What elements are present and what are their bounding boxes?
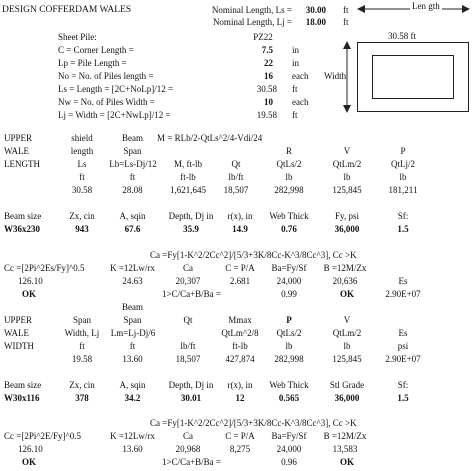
beam-header: Sf: [397, 211, 409, 221]
column-header: QtLj/2 [391, 159, 415, 169]
ca-formula: Ca =Fy[1-K^2/2Cc^2]/[5/3+3K/8Cc-K^3/8Cc^3], Cc >K [150, 250, 357, 260]
section-label: WALE [4, 328, 29, 338]
param-label: No = No. of Piles length = [58, 71, 154, 81]
beam-value: 12 [235, 393, 245, 403]
section-label: WALE [4, 146, 29, 156]
nominal-length-unit: ft [343, 5, 349, 15]
beam-size-value: W36x230 [4, 224, 40, 234]
cofferdam-inner-wale [372, 55, 454, 99]
beam-header: Sf: [397, 380, 409, 390]
beam-value: 378 [75, 393, 89, 403]
column-value: 28.08 [122, 185, 143, 195]
column-value: 30.58 [71, 185, 93, 195]
section-label: LENGTH [4, 159, 40, 169]
status-ok: OK [22, 457, 37, 467]
param-unit: each [292, 71, 309, 81]
check-header: Ca [183, 431, 193, 441]
param-value: 30.58 [256, 84, 277, 94]
param-label: Lj = Width = [2C+NwLp]/12 = [58, 110, 171, 120]
param-value: 7.5 [261, 45, 273, 55]
beam-value: 1.5 [397, 393, 409, 403]
param-unit: in [292, 58, 300, 68]
column-header: Width, Lj [64, 328, 100, 338]
check-value: 20,968 [175, 444, 201, 454]
check-header: B =12M/Zx [323, 263, 367, 273]
beam-value: 1.5 [397, 224, 409, 234]
beam-header: Stl Grade [329, 380, 365, 390]
column-value: 181,211 [388, 185, 418, 195]
column-unit: lb/ft [228, 172, 244, 182]
check-header: B =12M/Zx [323, 431, 367, 441]
param-value: 10 [264, 97, 273, 107]
section-label: UPPER [4, 133, 33, 143]
interaction-value: 0.96 [281, 457, 297, 467]
beam-value: 0.76 [281, 224, 297, 234]
column-unit: lb/ft [180, 341, 196, 351]
status-ok: OK [22, 289, 37, 299]
check-value: 24,000 [276, 444, 302, 454]
beam-size-value: W30x116 [4, 393, 40, 403]
column-header: Es [398, 328, 408, 338]
param-unit: ft [292, 84, 298, 94]
check-value: 24,000 [276, 276, 302, 286]
diagram-dimension-label: 30.58 ft [388, 31, 416, 41]
check-header: C = P/A [225, 263, 255, 273]
column-unit: psi [397, 341, 409, 351]
column-unit: lb [399, 172, 407, 182]
column-value: 282,998 [274, 354, 304, 364]
beam-value: 35.9 [183, 224, 199, 234]
check-value: 2.681 [229, 276, 251, 286]
param-label: Sheet Pile: [58, 32, 97, 42]
check-value: 20,636 [332, 276, 358, 286]
param-label: Lp = Pile Length = [58, 58, 127, 68]
param-unit: each [292, 97, 309, 107]
column-header: QtLm/2 [332, 328, 362, 338]
beam-value: 36,000 [334, 393, 360, 403]
check-header: Cc =[2Pi^2Es/Fy]^0.5 [4, 263, 85, 273]
nominal-width-label: Nominal Length, Lj = [212, 17, 292, 27]
column-header: Span [73, 315, 91, 325]
diagram-width-label: Width [324, 71, 347, 81]
column-value: 125,845 [332, 185, 362, 195]
column-header: QtLm/2 [332, 159, 362, 169]
nominal-length-label: Nominal Length, Ls = [211, 5, 292, 15]
section-label: UPPER [4, 315, 33, 325]
check-value: 2.90E+07 [385, 289, 421, 299]
column-value: 2.90E+07 [385, 354, 421, 364]
column-header: Lm=Lj-Dj/6 [110, 328, 156, 338]
beam-value: 36,000 [334, 224, 360, 234]
nominal-length-value: 30.00 [305, 5, 326, 15]
beam-value: 67.6 [124, 224, 141, 234]
check-header: K =12Lw/rx [110, 431, 155, 441]
beam-header: Zx, cin [69, 211, 95, 221]
param-unit: in [292, 45, 300, 55]
check-header: Ca [183, 263, 193, 273]
column-header: QtLs/2 [276, 328, 302, 338]
column-unit: ft-lb [180, 172, 196, 182]
column-header: Span [123, 146, 142, 156]
column-header: Beam [122, 133, 143, 143]
check-value: 126.10 [18, 276, 43, 286]
column-value: 18,507 [223, 185, 249, 195]
column-header: P [400, 146, 406, 156]
check-header: Cc =[2Pi^2E/Fy]^0.5 [4, 431, 82, 441]
beam-header: Beam size [4, 211, 42, 221]
param-value: 22 [264, 58, 273, 68]
column-unit: ft [129, 341, 136, 351]
column-header: Mmax [228, 315, 252, 325]
page-title: DESIGN COFFERDAM WALES [2, 5, 132, 15]
check-header: K =12Lw/rx [110, 263, 155, 273]
column-header: QtLs/2 [276, 159, 302, 169]
check-value: 20,307 [175, 276, 201, 286]
beam-header: Depth, Dj in [168, 380, 214, 390]
column-header: Lb=Ls-Dj/12 [109, 159, 157, 169]
column-value: 18,507 [175, 354, 201, 364]
section-label: WIDTH [4, 341, 34, 351]
column-header: V [343, 315, 351, 325]
column-unit: lb [285, 341, 293, 351]
beam-header: r(x), in [227, 380, 253, 390]
column-header: Ls [77, 159, 87, 169]
beam-label: Beam [122, 302, 143, 312]
interaction-label: 1>C/Ca+B/Ba = [162, 289, 221, 299]
param-value: PZ22 [253, 32, 273, 42]
column-header: QtLm^2/8 [221, 328, 259, 338]
column-value: 19.58 [71, 354, 93, 364]
nominal-width-value: 18.00 [305, 17, 326, 27]
ca-formula: Ca =Fy[1-K^2/2Cc^2]/[5/3+3K/8Cc-K^3/8Cc^3], Cc >K [150, 418, 357, 428]
column-header: V [343, 146, 351, 156]
column-header: Qt [231, 159, 241, 169]
check-value: 8,275 [229, 444, 251, 454]
param-label: Ls = Length = [2C+NoLp]/12 = [58, 84, 174, 94]
interaction-label: 1>C/Ca+B/Ba = [162, 457, 221, 467]
check-header: Ba=Fy/Sf [271, 263, 307, 273]
column-value: 1,621,645 [170, 185, 206, 195]
check-value: 13.60 [122, 444, 143, 454]
beam-header: r(x), in [227, 211, 253, 221]
column-unit: ft-lb [232, 341, 248, 351]
status-ok: OK [339, 289, 354, 299]
check-header: C = P/A [225, 431, 255, 441]
beam-header: A, sqin [119, 211, 146, 221]
column-header: P [286, 315, 292, 325]
column-header: M, ft-lb [174, 159, 202, 169]
column-header: R [285, 146, 292, 156]
check-value: 13,583 [332, 444, 358, 454]
beam-value: 0.565 [278, 393, 300, 403]
beam-header: Depth, Dj in [168, 211, 214, 221]
beam-value: 30.01 [180, 393, 202, 403]
column-unit: ft [129, 172, 136, 182]
check-value: 126.10 [18, 444, 43, 454]
column-header: length [70, 146, 94, 156]
beam-value: 34.2 [124, 393, 141, 403]
column-unit: lb [285, 172, 293, 182]
column-unit: lb [343, 341, 351, 351]
nominal-width-unit: ft [343, 17, 349, 27]
check-value: Es [398, 276, 408, 286]
param-unit: ft [292, 110, 298, 120]
beam-value: 14.9 [232, 224, 248, 234]
beam-header: Beam size [4, 380, 42, 390]
column-value: 427,874 [225, 354, 255, 364]
column-header: shield [71, 133, 93, 143]
beam-header: Web Thick [269, 211, 309, 221]
moment-formula: M = RLb/2-QtLs^2/4-Vdi/24 [157, 133, 263, 143]
column-unit: ft [79, 172, 85, 182]
check-header: Ba=Fy/Sf [271, 431, 307, 441]
param-value: 19.58 [256, 110, 277, 120]
column-unit: ft [79, 341, 85, 351]
param-value: 16 [264, 71, 273, 81]
beam-header: Zx, cin [69, 380, 95, 390]
param-label: Nw = No. of Piles Width = [58, 97, 155, 107]
beam-value: 943 [75, 224, 89, 234]
status-ok: OK [339, 457, 354, 467]
column-header: Span [123, 315, 142, 325]
column-value: 125,845 [332, 354, 362, 364]
param-label: C = Corner Length = [58, 45, 134, 55]
diagram-length-label: Len gth [412, 1, 440, 11]
column-value: 282,998 [274, 185, 304, 195]
column-header: Qt [183, 315, 193, 325]
beam-header: Fy, psi [335, 211, 359, 221]
column-unit: lb [343, 172, 351, 182]
check-value: 24.63 [122, 276, 143, 286]
beam-header: A, sqin [119, 380, 146, 390]
beam-header: Web Thick [269, 380, 309, 390]
column-value: 13.60 [122, 354, 143, 364]
interaction-value: 0.99 [281, 289, 297, 299]
